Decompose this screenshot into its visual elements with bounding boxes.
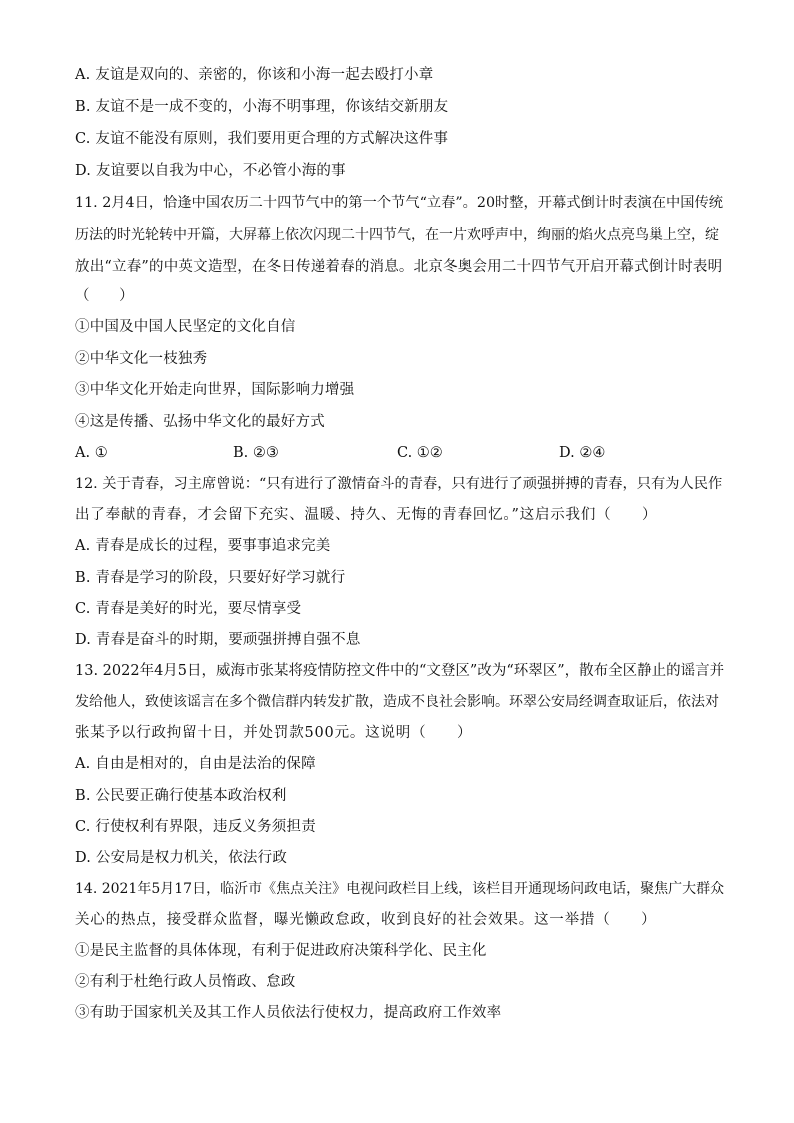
q12-option-b: B. 青春是学习的阶段，只要好好学习就行 <box>75 570 346 586</box>
q11-statement-1: ①中国及中国人民坚定的文化自信 <box>75 319 296 335</box>
q11-answer-blank: （ ） <box>75 288 134 304</box>
q10-option-d: D. 友谊要以自我为中心，不必管小海的事 <box>75 163 346 179</box>
q11-choice-d: D. ②④ <box>559 445 606 461</box>
q10-option-c: C. 友谊不能没有原则，我们要用更合理的方式解决这件事 <box>75 131 449 147</box>
q14-stem-line-1: 14. 2021年5月17日，临沂市《焦点关注》电视问政栏目上线，该栏目开通现场问政电话，聚焦广大群众 <box>75 881 725 897</box>
q11-choices-row <box>75 443 725 463</box>
q12-stem-line-2: 出了奉献的青春，才会留下充实、温暖、持久、无悔的青春回忆。”这启示我们（ ） <box>75 507 658 523</box>
q13-stem-line-3: 张某予以行政拘留十日，并处罚款500元。这说明（ ） <box>75 725 473 741</box>
q11-statement-3: ③中华文化开始走向世界，国际影响力增强 <box>75 382 355 398</box>
q13-option-c: C. 行使权利有界限，违反义务须担责 <box>75 819 316 835</box>
q10-option-a: A. 友谊是双向的、亲密的，你该和小海一起去殴打小章 <box>75 67 434 83</box>
q11-stem-line-3: 放出“立春”的中英文造型，在冬日传递着春的消息。北京冬奥会用二十四节气开启开幕式倒计时表明 <box>75 259 723 275</box>
q14-stem-line-2: 关心的热点，接受群众监督，曝光懒政怠政，收到良好的社会效果。这一举措（ ） <box>75 912 657 928</box>
q13-option-b: B. 公民要正确行使基本政治权利 <box>75 788 287 804</box>
q11-choice-b: B. ②③ <box>233 445 279 461</box>
q14-statement-1: ①是民主监督的具体体现，有利于促进政府决策科学化、民主化 <box>75 943 487 959</box>
q11-stem-line-2: 历法的时光轮转中开篇，大屏幕上依次闪现二十四节气，在一片欢呼声中，绚丽的焰火点亮鸟巢上空，绽 <box>75 227 719 243</box>
q13-stem-line-1: 13. 2022年4月5日，威海市张某将疫情防控文件中的“文登区”改为“环翠区”，散布全区静止的谣言并 <box>75 663 725 679</box>
q14-statement-2: ②有利于杜绝行政人员惰政、怠政 <box>75 974 296 990</box>
q11-stem-line-1: 11. 2月4日，恰逢中国农历二十四节气中的第一个节气“立春”。20时整，开幕式倒计时表演在中国传统 <box>75 195 724 211</box>
q11-statement-2: ②中华文化一枝独秀 <box>75 351 208 367</box>
q13-option-d: D. 公安局是权力机关，依法行政 <box>75 850 288 866</box>
q13-stem-line-2: 发给他人，致使该谣言在多个微信群内转发扩散，造成不良社会影响。环翠公安局经调查取证后，依法对 <box>75 694 719 710</box>
q11-statement-4: ④这是传播、弘扬中华文化的最好方式 <box>75 414 325 430</box>
q12-stem-line-1: 12. 关于青春，习主席曾说：“只有进行了激情奋斗的青春，只有进行了顽强拼搏的青春，只有为人民作 <box>75 476 723 492</box>
q13-option-a: A. 自由是相对的，自由是法治的保障 <box>75 756 316 772</box>
q12-option-c: C. 青春是美好的时光，要尽情享受 <box>75 601 302 617</box>
q12-option-d: D. 青春是奋斗的时期，要顽强拼搏自强不息 <box>75 632 361 648</box>
q12-option-a: A. 青春是成长的过程，要事事追求完美 <box>75 538 331 554</box>
q11-choice-a: A. ① <box>75 445 108 461</box>
q14-statement-3: ③有助于国家机关及其工作人员依法行使权力，提高政府工作效率 <box>75 1005 502 1021</box>
q10-option-b: B. 友谊不是一成不变的，小海不明事理，你该结交新朋友 <box>75 99 449 115</box>
q11-choice-c: C. ①② <box>397 445 443 461</box>
